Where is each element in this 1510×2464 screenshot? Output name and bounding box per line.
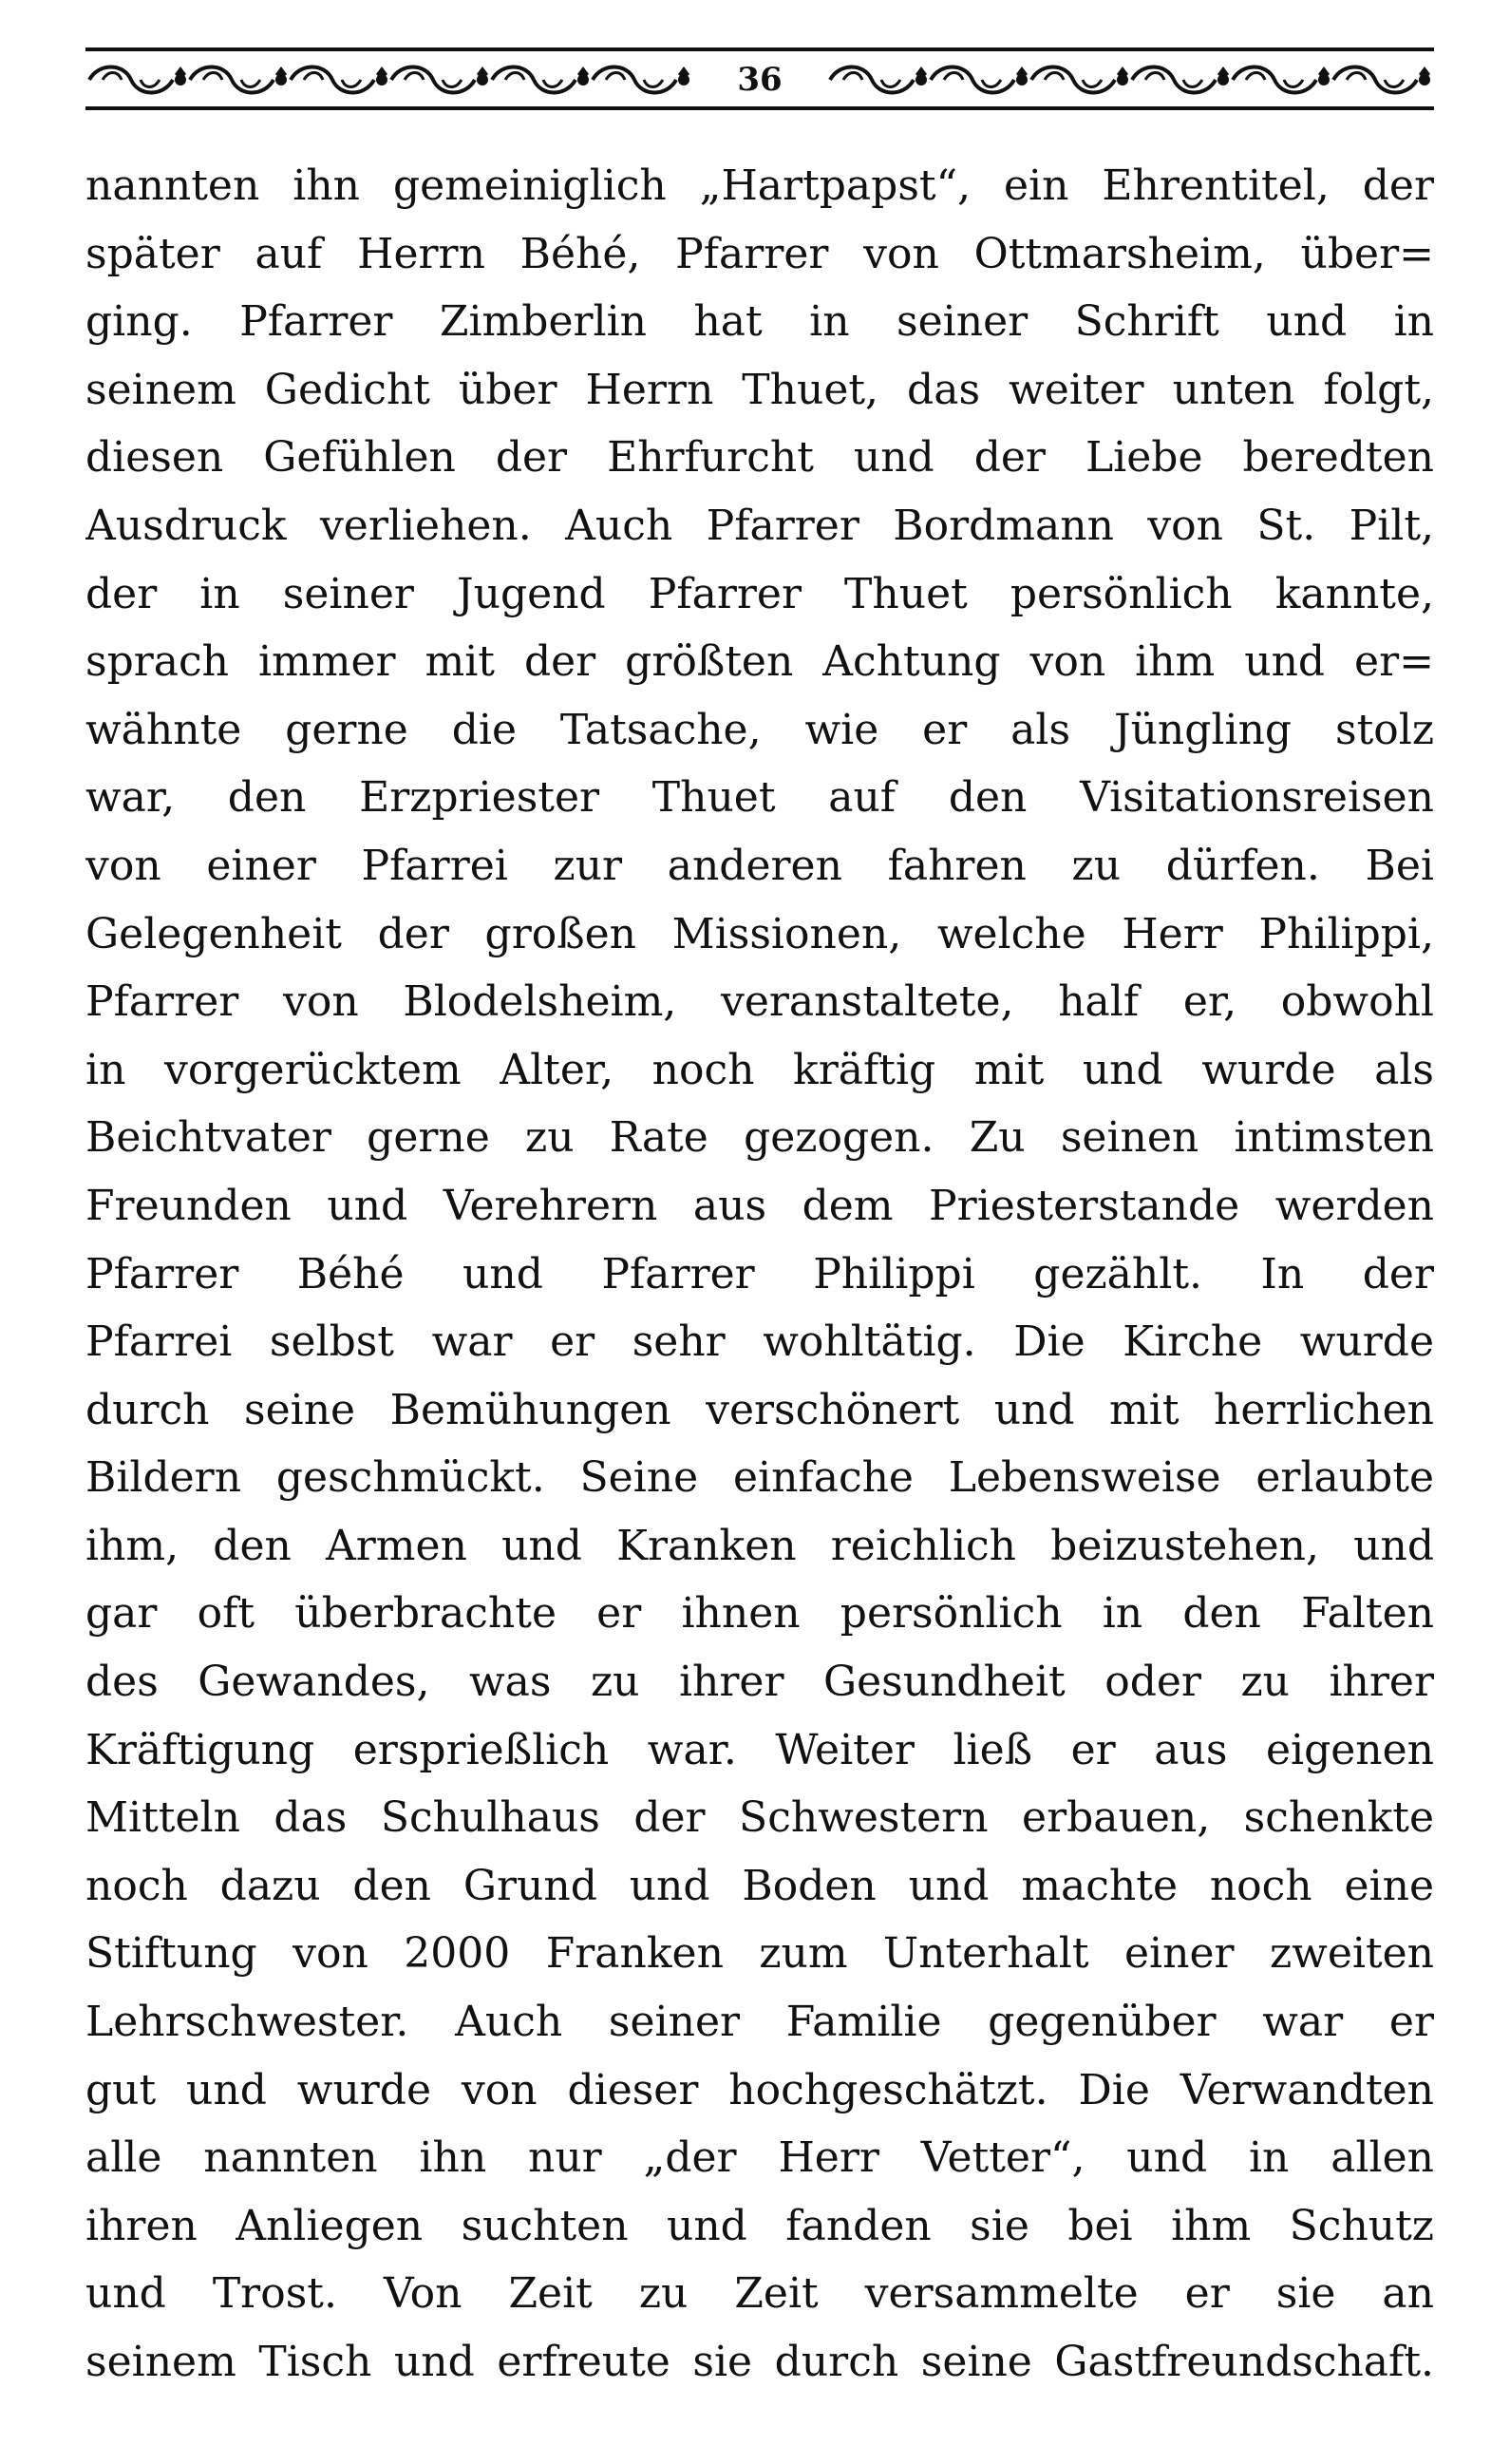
text-line: ihm, den Armen und Kranken reichlich beizustehen, und (85, 1521, 1434, 1570)
ornament-border-left (85, 57, 693, 103)
text-line: ging. Pfarrer Zimberlin hat in seiner Schrift und in (85, 297, 1434, 347)
text-line: des Gewandes, was zu ihrer Gesundheit oder zu ihrer (85, 1658, 1434, 1707)
text-line: gar oft überbrachte er ihnen persönlich in den Falten (85, 1589, 1434, 1639)
text-line: seinem Tisch und erfreute sie durch seine Gastfreundschaft. (85, 2338, 1434, 2386)
text-line: Pfarrer von Blodelsheim, veranstaltete, half er, obwohl (85, 977, 1434, 1027)
text-line: Freunden und Verehrern aus dem Priesterstande werden (85, 1181, 1434, 1230)
text-line: Lehrschwester. Auch seiner Familie gegenüber war er (85, 1998, 1434, 2047)
text-line: der in seiner Jugend Pfarrer Thuet persönlich kannte, (85, 569, 1434, 618)
text-line: wähnte gerne die Tatsache, wie er als Jüngling stolz (85, 705, 1434, 754)
text-line: später auf Herrn Béhé, Pfarrer von Ottmarsheim, über= (85, 229, 1434, 278)
text-line: von einer Pfarrei zur anderen fahren zu dürfen. Bei (85, 841, 1434, 890)
text-line: nannten ihn gemeiniglich „Hartpapst“, ein Ehrentitel, der (85, 161, 1434, 210)
text-line: Ausdruck verliehen. Auch Pfarrer Bordmann von St. Pilt, (85, 501, 1434, 550)
book-page (85, 47, 1434, 2422)
text-line: Pfarrei selbst war er sehr wohltätig. Die Kirche wurde (85, 1317, 1434, 1367)
header-bottom-rule (85, 106, 1434, 110)
text-line: ihren Anliegen suchten und fanden sie bei ihm Schutz (85, 2201, 1434, 2250)
text-line: gut und wurde von dieser hochgeschätzt. Die Verwandten (85, 2065, 1434, 2114)
text-line: alle nannten ihn nur „der Herr Vetter“, und in allen (85, 2133, 1434, 2183)
text-line: Kräftigung ersprießlich war. Weiter ließ er aus eigenen (85, 1725, 1434, 1774)
page-number: 36 (737, 61, 783, 99)
text-line: noch dazu den Grund und Boden und machte noch eine (85, 1861, 1434, 1910)
text-line: seinem Gedicht über Herrn Thuet, das weiter unten folgt, (85, 365, 1434, 414)
text-line: durch seine Bemühungen verschönert und mit herrlichen (85, 1385, 1434, 1434)
body-text (85, 152, 1434, 2397)
text-line: Beichtvater gerne zu Rate gezogen. Zu seinen intimsten (85, 1113, 1434, 1163)
text-line: diesen Gefühlen der Ehrfurcht und der Liebe beredten (85, 433, 1434, 483)
text-line: Pfarrer Béhé und Pfarrer Philippi gezählt. In der (85, 1249, 1434, 1298)
text-line: Gelegenheit der großen Missionen, welche Herr Philippi, (85, 909, 1434, 958)
text-line: in vorgerücktem Alter, noch kräftig mit und wurde als (85, 1045, 1434, 1094)
header-top-rule (85, 47, 1434, 51)
text-line: sprach immer mit der größten Achtung von ihm und er= (85, 637, 1434, 687)
text-line: Bildern geschmückt. Seine einfache Lebensweise erlaubte (85, 1453, 1434, 1503)
ornament-border-right (826, 57, 1434, 103)
text-line: war, den Erzpriester Thuet auf den Visitationsreisen (85, 773, 1434, 823)
text-line: Stiftung von 2000 Franken zum Unterhalt einer zweiten (85, 1929, 1434, 1979)
text-line: Mitteln das Schulhaus der Schwestern erbauen, schenkte (85, 1793, 1434, 1843)
text-line: und Trost. Von Zeit zu Zeit versammelte er sie an (85, 2269, 1434, 2319)
